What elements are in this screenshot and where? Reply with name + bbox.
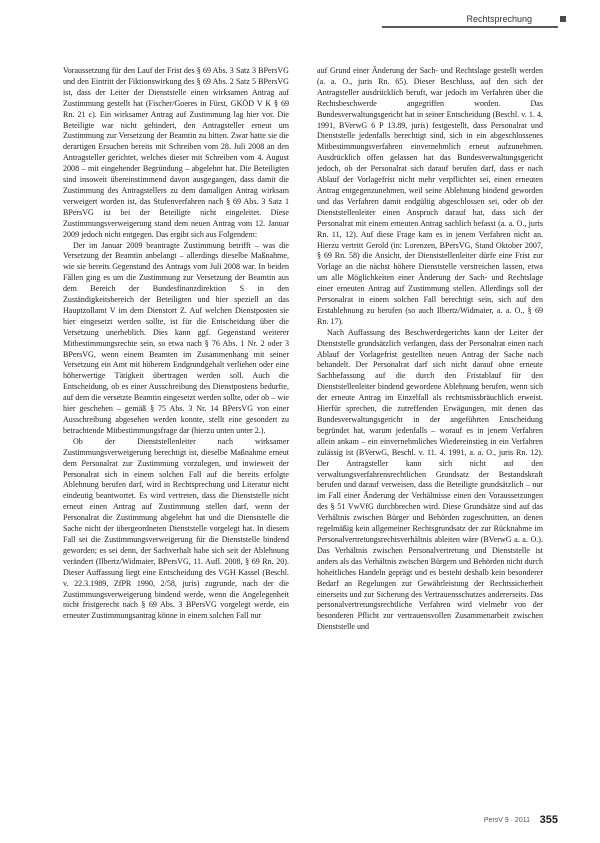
section-title: Rechtsprechung (382, 14, 558, 28)
paragraph: Ob der Dienststellenleiter nach wirksamer Zustimmungsverweigerung berechtigt ist, dieselbe Maßnahme erneut dem Personalrat zur Zustimmung vorzulegen, und inwieweit der Personalrat sich in einem solchen Fall auf die bereits erfolgte Ablehnung berufen darf, wird in Rechtsprechung und Literatur nicht eindeutig beantwortet. Es wird vertreten, dass die Dienststelle nicht erneut einen Antrag auf Zustimmung stellen darf, wenn der Personalrat die Zustimmung abgelehnt hat und die Dienststelle die Sache nicht der übergeordneten Dienststelle vorgelegt hat. In diesem Fall sei die Zustimmungsverweigerung für die Dienststelle bindend geworden; es sei denn, der Sachverhalt habe sich seit der Ablehnung verändert (Ilbertz/Widmaier, BPersVG, 11. Aufl. 2008, § 69 Rn. 20). Dieser Auffassung liegt eine Entscheidung des VGH Kassel (Beschl. v. 22.3.1989, ZfPR 1990, 2/58, juris) zugrunde, nach der die Zustimmungsverweigerung bindend werde, wenn die Angelegenheit nicht fristgerecht nach § 69 Abs. 3 BPersVG vorgelegt werde, ein erneuter Zustimmungsantrag könne in einem solchen Fall nur (63, 436, 289, 621)
paragraph: Der im Januar 2009 beantragte Zustimmung betrifft – was die Versetzung der Beamtin anbelangt – allerdings dieselbe Maßnahme, wie sie bereits Gegenstand des Antrags vom Juli 2008 war. In beiden Fällen ging es um die Zustimmung zur Versetzung der Beamtin aus dem Bereich der Bundesfinanzdirektion S in den Zuständigkeitsbereich der Beteiligten und hier speziell an das Hauptzollamt V im dem Dienstort Z. Auf welchen Dienstposten sie hier eingesetzt werden sollte, ist für die Entscheidung über die Versetzung unerheblich. Dies kann ggf. Gegenstand weiterer Mitbestimmungsrechte sein, so etwa nach § 76 Abs. 1 Nr. 2 oder 3 BPersVG, wenn einem Beamten im Zusammenhang mit seiner Versetzung ein Amt mit höherem Endgrundgehalt verliehen oder eine höherwertige Tätigkeit übertragen werden soll. Auch die Entscheidung, ob es einer Ausschreibung des Dienstpostens bedurfte, auf dem die versetzte Beamtin eingesetzt werden sollte, oder ob – wie hier geschehen – gemäß § 75 Abs. 3 Nr. 14 BPersVG von einer Ausschreibung abgesehen werden konnte, stellt eine gesondert zu betrachtende Mitbestimmungsfrage dar (hierzu unten unter 2.). (63, 240, 289, 435)
page-header (0, 0, 600, 48)
paragraph: auf Grund einer Änderung der Sach- und Rechtslage gestellt werden (a. a. O., juris Rn. 65). Dieser Beschluss, auf den sich der Antragsteller ausdrücklich beruft, war jedoch im Verfahren über die Rechtsbeschwerde angegriffen worden. Das Bundesverwaltungsgericht hat in seiner Entscheidung (Beschl. v. 1. 4. 1991, BVerwG 6 P 13.89, juris) festgestellt, dass Personalrat und Dienststelle jedenfalls berechtigt sind, sich in ein abgeschlossenes Mitbestimmungsverfahren einvernehmlich erneut aufzunehmen. Ausdrücklich offen gelassen hat das Bundesverwaltungsgericht jedoch, ob der Personalrat sich darauf berufen darf, dass er nach Ablauf der Vorlagefrist nicht mehr verpflichtet sei, einen erneuten Antrag entgegenzunehmen, weil seine Ablehnung bindend geworden und das Verfahren damit endgültig abgeschlossen sei, oder ob der Dienststellenleiter einen Anspruch darauf hat, dass sich der Personalrat mit einem erneuten Antrag sachlich befasst (a. a. O., juris Rn. 11, 12). Auf diese Frage kam es in jenem Verfahren nicht an. Hierzu vertritt Gerold (in: Lorenzen, BPersVG, Stand Oktober 2007, § 69 Rn. 58) die Ansicht, der Dienststellenleiter dürfe eine Frist zur Vorlage an die nächst höhere Dienststelle verstreichen lassen, etwa um alle Möglichkeiten einer Änderung der Sach- und Rechtslage einer erneuten Antrag auf Zustimmung stellen. Allerdings soll der Personalrat in einem solchen Fall berechtigt sein, sich auf den Erstablehnung zu berufen (so auch Ilbertz/Widmaier, a. a. O., § 69 Rn. 17). (317, 66, 543, 326)
right-column (317, 66, 543, 633)
issue-label: PersV 9 · 2011 (483, 817, 530, 824)
body-columns (63, 66, 543, 806)
page-number: 355 (539, 814, 558, 826)
paragraph: Nach Auffassung des Beschwerdegerichts kann der Leiter der Dienststelle grundsätzlich verlangen, dass der Personalrat einen nach Ablauf der Vorlagefrist gestellten neuen Antrag der Sache nach behandelt. Der Personalrat darf sich nicht darauf ohne erneute Sachbefassung auf die durch den Fristablauf für den Dienststellenleiter bindend gewordene Ablehnung berufen, wenn sich der erneute Antrag im Einzelfall als rechtsmissbräuchlich erweist. Hierfür sprechen, die zutreffenden Erwägungen, mit denen das Bundesverwaltungsgericht in der angeführten Entscheidung begründet hat, warum jedenfalls – worauf es in jenem Verfahren allein ankam – ein einvernehmliches Wiedereinstieg in ein Verfahren zulässig ist (BVerwG, Beschl. v. 11. 4. 1991, a. a. O., juris Rn. 12). Der Antragsteller kann sich nicht auf den verwaltungsverfahrensrechtlichen Grundsatz der Bestandskraft berufen und darauf verweisen, dass die Beteiligte grundsätzlich – nur im Fall einer Änderung der Verhältnisse einen den Voraussetzungen des § 51 VwVfG durchbrechen wird. Diese Grundsätze sind auf das Verhältnis zwischen Bürger und Behörden zugeschnitten, an denen regelmäßig kein allgemeiner Rechtsgrundsatz der zur Rücknahme im Personalvertretungsrechtsverhältnis ableiten wäre (BVerwG a. a. O.). Das Verhältnis zwischen Personalvertretung und Dienststelle ist anders als das Verhältnis zwischen Bürgern und Behörden nicht durch hoheitliches Handeln geprägt und es besteht deshalb kein besonderer Bedarf an Regelungen zur Gewährleistung der Rechtssicherheit einerseits und zur Sicherung des Vertrauensschutzes andererseits. Das personalvertretungsrechtliche Verfahren wird vielmehr von der besonderen Pflicht zur vertrauensvollen Zusammenarbeit zwischen Dienststelle und (317, 327, 543, 632)
paragraph: Voraussetzung für den Lauf der Frist des § 69 Abs. 3 Satz 3 BPersVG und den Eintritt der Fiktionswirkung des § 69 Abs. 2 Satz 5 BPersVG ist, dass der Leiter der Dienststelle einen wirksamen Antrag auf Zustimmung gestellt hat (Fischer/Goeres in Fürst, GKÖD V K § 69 Rn. 21 c). Ein wirksamer Antrag auf Zustimmung lag hier vor. Die Beteiligte war nicht gehindert, den Antragsteller erneut um Zustimmung zur Versetzung der Beamtin zu bitten. Zwar hatte sie die derartigen Ersuchen bereits mit Schreiben vom 28. Juli 2008 an den Antragsteller gerichtet, welches dieser mit Schreiben vom 4. August 2008 – mit eingehender Begründung – abgelehnt hat. Die Beteiligten sind insoweit übereinstimmend davon ausgegangen, dass damit die Zustimmung des Antragstellers zu dem damaligen Antrag wirksam verweigert worden ist, das Stufenverfahren nach § 69 Abs. 3 Satz 1 BPersVG ist bei der Beteiligte nicht eingeleitet. Diese Zustimmungsverweigerung stand dem neuen Antrag vom 12. Januar 2009 jedoch nicht entgegen. Das ergibt sich aus Folgendem: (63, 66, 289, 239)
page-footer (0, 795, 600, 843)
left-column (63, 66, 289, 622)
section-marker-square (560, 16, 566, 22)
